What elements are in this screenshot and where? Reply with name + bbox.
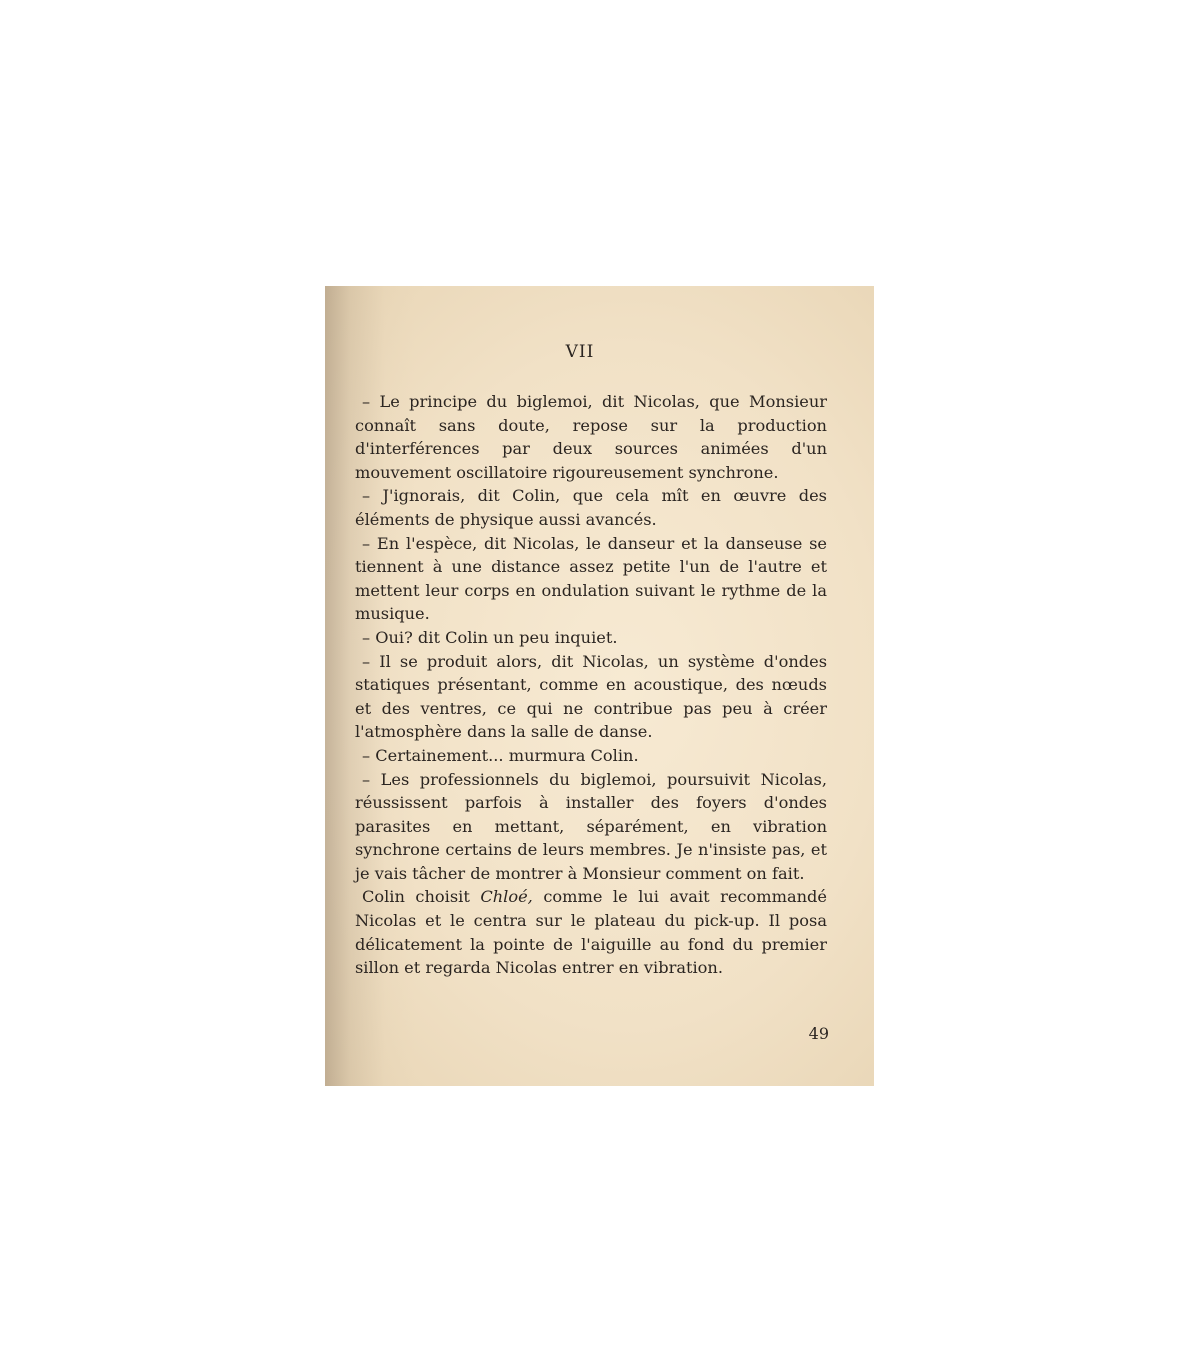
paragraph-last <box>355 885 827 979</box>
page-number: 49 <box>808 1024 829 1043</box>
book-page <box>325 286 874 1086</box>
paragraph: – J'ignorais, dit Colin, que cela mît en œuvre des éléments de physique aussi avancés. <box>355 486 827 529</box>
paragraph-last-after: comme le lui avait recommandé Nicolas et le centra sur le plateau du pick-up. Il posa délicatement la pointe de l'aiguille au fond du premier sillon et regarda Nicolas entrer en vibration. <box>355 887 827 978</box>
paragraph: – Le principe du biglemoi, dit Nicolas, que Monsieur connaît sans doute, repose sur la production d'interférences par deux sources animées d'un mouvement oscillatoire rigoureusement synchrone. <box>355 392 827 482</box>
paragraph: – Certainement... murmura Colin. <box>362 745 639 765</box>
paragraph-last-before: Colin choisit <box>362 887 481 907</box>
paragraph: – Il se produit alors, dit Nicolas, un système d'ondes statiques présentant, comme en acoustique, des nœuds et des ventres, ce qui ne contribue pas peu à créer l'atmosphère dans la salle de danse. <box>355 651 827 742</box>
paragraph: – Les professionnels du biglemoi, poursuivit Nicolas, réussissent parfois à installer des foyers d'ondes parasites en mettant, séparément, en vibration synchrone certains de leurs membres. Je n'insiste pas, et je vais tâcher de montrer à Monsieur comment on fait. <box>355 769 827 883</box>
paragraph: – Oui? dit Colin un peu inquiet. <box>362 627 618 647</box>
paragraph: – En l'espèce, dit Nicolas, le danseur et la danseuse se tiennent à une distance assez petite l'un de l'autre et mettent leur corps en ondulation suivant le rythme de la musique. <box>355 533 827 624</box>
body-text <box>355 390 827 980</box>
chapter-heading: VII <box>565 342 595 362</box>
record-title: Chloé, <box>480 887 533 907</box>
